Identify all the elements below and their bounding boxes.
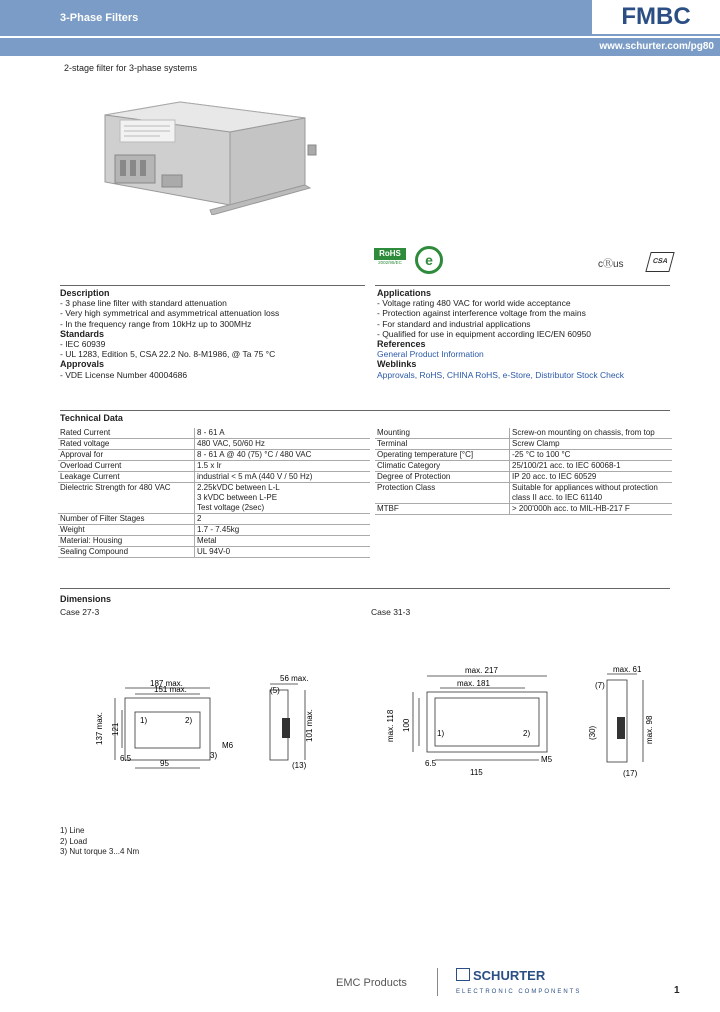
tech-value: industrial < 5 mA (440 V / 50 Hz) bbox=[195, 472, 371, 483]
c1-w-inner: 151 max. bbox=[154, 685, 187, 694]
tech-row bbox=[375, 439, 672, 450]
divider-technical bbox=[60, 410, 670, 411]
standards-item: - IEC 60939 bbox=[60, 339, 106, 350]
divider-left bbox=[60, 285, 365, 286]
tech-row bbox=[58, 450, 370, 461]
technical-title: Technical Data bbox=[60, 413, 123, 423]
tech-value: Metal bbox=[195, 536, 371, 547]
divider-right bbox=[375, 285, 670, 286]
tech-row bbox=[375, 450, 672, 461]
schurter-mark-icon bbox=[456, 968, 470, 981]
china-rohs-logo: e bbox=[415, 246, 443, 274]
tech-value: 2.25kVDC between L-L 3 kVDC between L-PE Test voltage (2sec) bbox=[195, 483, 371, 514]
tech-key: Overload Current bbox=[58, 461, 195, 472]
tech-row bbox=[58, 428, 370, 439]
tech-key: Rated voltage bbox=[58, 439, 195, 450]
c1-screw: M6 bbox=[222, 741, 234, 750]
applications-item: - Voltage rating 480 VAC for world wide acceptance bbox=[377, 298, 571, 309]
c1-w-max: 187 max. bbox=[150, 679, 183, 688]
c1-term1: 1) bbox=[140, 716, 148, 725]
general-product-info-link[interactable]: General Product Information bbox=[377, 349, 484, 360]
tech-key: Sealing Compound bbox=[58, 547, 195, 558]
tech-row bbox=[375, 504, 672, 515]
applications-item: - Qualified for use in equipment according IEC/EN 60950 bbox=[377, 328, 592, 339]
tech-value: 2 bbox=[195, 514, 371, 525]
tech-row bbox=[375, 472, 672, 483]
brand-name: SCHURTER bbox=[473, 968, 546, 983]
tech-table-right bbox=[375, 428, 672, 515]
ul-logo: cⓇus bbox=[598, 259, 624, 270]
case2-drawing bbox=[385, 662, 685, 787]
website-link[interactable]: www.schurter.com/pg80 bbox=[599, 41, 714, 52]
section-title: 3-Phase Filters bbox=[60, 12, 139, 24]
footnote: 1) Line bbox=[60, 826, 85, 835]
tech-key: Weight bbox=[58, 525, 195, 536]
tech-value: 8 - 61 A @ 40 (75) °C / 480 VAC bbox=[195, 450, 371, 461]
case1-label: Case 27-3 bbox=[60, 607, 100, 617]
approvals-title: Approvals bbox=[60, 359, 105, 370]
tech-value: 1.7 - 7.45kg bbox=[195, 525, 371, 536]
tech-row bbox=[58, 461, 370, 472]
c2-w-max: max. 217 bbox=[465, 666, 498, 675]
c2-term2: 2) bbox=[523, 729, 531, 738]
product-label bbox=[120, 120, 175, 142]
c2-w-inner: max. 181 bbox=[457, 679, 490, 688]
c2-screw: M5 bbox=[541, 755, 553, 764]
tech-row bbox=[58, 483, 370, 514]
tech-row bbox=[58, 536, 370, 547]
c1-bottom: 95 bbox=[160, 759, 169, 768]
c1-h-max: 137 max. bbox=[95, 712, 104, 745]
c2-s-mid: (30) bbox=[588, 725, 597, 740]
c2-hole: 6.5 bbox=[425, 759, 437, 768]
tech-key: Mounting bbox=[375, 428, 510, 439]
c1-hole: 6.5 bbox=[120, 754, 132, 763]
tech-key: Material: Housing bbox=[58, 536, 195, 547]
c2-term1: 1) bbox=[437, 729, 445, 738]
c2-s-top: (7) bbox=[595, 681, 605, 690]
tech-key: Approval for bbox=[58, 450, 195, 461]
references-title: References bbox=[377, 339, 426, 350]
tech-key: Climatic Category bbox=[375, 461, 510, 472]
tech-value: > 200'000h acc. to MIL-HB-217 F bbox=[510, 504, 673, 515]
csa-logo: CSA bbox=[645, 252, 674, 272]
tech-value: 1.5 x Ir bbox=[195, 461, 371, 472]
product-code: FMBC bbox=[590, 0, 720, 36]
applications-item: - For standard and industrial applications bbox=[377, 318, 531, 329]
tech-row bbox=[58, 439, 370, 450]
applications-item: - Protection against interference voltage from the mains bbox=[377, 308, 586, 319]
tech-row bbox=[58, 472, 370, 483]
tech-key: Dielectric Strength for 480 VAC bbox=[58, 483, 195, 514]
weblinks-title: Weblinks bbox=[377, 359, 417, 370]
tech-value: 8 - 61 A bbox=[195, 428, 371, 439]
case2-label: Case 31-3 bbox=[371, 607, 411, 617]
c1-nut: 3) bbox=[210, 751, 218, 760]
product-subtitle: 2-stage filter for 3-phase systems bbox=[64, 63, 198, 73]
schurter-logo bbox=[456, 968, 545, 983]
approvals-item: - VDE License Number 40004686 bbox=[60, 369, 188, 380]
case1-drawing bbox=[80, 670, 340, 780]
standards-item: - UL 1283, Edition 5, CSA 22.2 No. 8-M1986, @ Ta 75 °C bbox=[60, 349, 276, 360]
standards-title: Standards bbox=[60, 328, 105, 339]
header-bar bbox=[0, 0, 720, 36]
tech-key: MTBF bbox=[375, 504, 510, 515]
c2-h-inner: 100 bbox=[402, 718, 411, 732]
tech-row bbox=[375, 461, 672, 472]
dimensions-title: Dimensions bbox=[60, 594, 112, 604]
tech-value: Screw Clamp bbox=[510, 439, 673, 450]
c2-s-bottom: (17) bbox=[623, 769, 638, 778]
c2-s-width: max. 61 bbox=[613, 665, 642, 674]
tech-value: UL 94V-0 bbox=[195, 547, 371, 558]
description-item: - In the frequency range from 10kHz up to 300MHz bbox=[60, 318, 252, 329]
description-item: - 3 phase line filter with standard attenuation bbox=[60, 298, 227, 309]
rohs-logo bbox=[374, 248, 406, 274]
tech-value: 25/100/21 acc. to IEC 60068-1 bbox=[510, 461, 673, 472]
applications-title: Applications bbox=[377, 288, 432, 298]
weblinks-links[interactable]: Approvals, RoHS, CHINA RoHS, e-Store, Distributor Stock Check bbox=[377, 369, 625, 380]
rohs-title: RoHS bbox=[374, 248, 406, 260]
c1-s-top: (5) bbox=[270, 686, 280, 695]
tech-key: Leakage Current bbox=[58, 472, 195, 483]
c2-s-height: max. 98 bbox=[645, 715, 654, 744]
tech-key: Rated Current bbox=[58, 428, 195, 439]
footnote: 3) Nut torque 3...4 Nm bbox=[60, 847, 140, 856]
description-title: Description bbox=[60, 288, 110, 298]
tech-key: Terminal bbox=[375, 439, 510, 450]
brand-subtitle: ELECTRONIC COMPONENTS bbox=[456, 989, 582, 995]
c2-bottom: 115 bbox=[470, 768, 483, 777]
tech-key: Degree of Protection bbox=[375, 472, 510, 483]
footer-category: EMC Products bbox=[336, 977, 407, 989]
product-photo bbox=[100, 100, 330, 215]
tech-row bbox=[58, 525, 370, 536]
url-bar bbox=[0, 38, 720, 56]
c1-term2: 2) bbox=[185, 716, 193, 725]
divider-dimensions bbox=[60, 588, 670, 589]
footnotes bbox=[60, 826, 139, 858]
tech-key: Operating temperature [°C] bbox=[375, 450, 510, 461]
rohs-sub: 2002/95/EC bbox=[378, 260, 402, 265]
c2-h-max: max. 118 bbox=[386, 709, 395, 742]
tech-value: 480 VAC, 50/60 Hz bbox=[195, 439, 371, 450]
c1-s-width: 56 max. bbox=[280, 674, 309, 683]
tech-table-left bbox=[58, 428, 370, 558]
tech-row bbox=[58, 514, 370, 525]
tech-key: Protection Class bbox=[375, 483, 510, 504]
c1-s-bottom: (13) bbox=[292, 761, 307, 770]
tech-value: Screw-on mounting on chassis, from top bbox=[510, 428, 673, 439]
c1-s-height: 101 max. bbox=[305, 709, 314, 742]
tech-row bbox=[375, 428, 672, 439]
tech-value: IP 20 acc. to IEC 60529 bbox=[510, 472, 673, 483]
left-info-column bbox=[60, 288, 370, 380]
footer-divider bbox=[437, 968, 438, 996]
tech-value: -25 °C to 100 °C bbox=[510, 450, 673, 461]
page-number: 1 bbox=[674, 985, 680, 996]
tech-row bbox=[58, 547, 370, 558]
footnote: 2) Load bbox=[60, 836, 88, 846]
c1-h-inner: 121 bbox=[111, 722, 120, 736]
right-info-column bbox=[377, 288, 672, 380]
tech-row bbox=[375, 483, 672, 504]
description-item: - Very high symmetrical and asymmetrical attenuation loss bbox=[60, 308, 280, 319]
tech-value: Suitable for appliances without protection class II acc. to IEC 61140 bbox=[510, 483, 673, 504]
tech-key: Number of Filter Stages bbox=[58, 514, 195, 525]
